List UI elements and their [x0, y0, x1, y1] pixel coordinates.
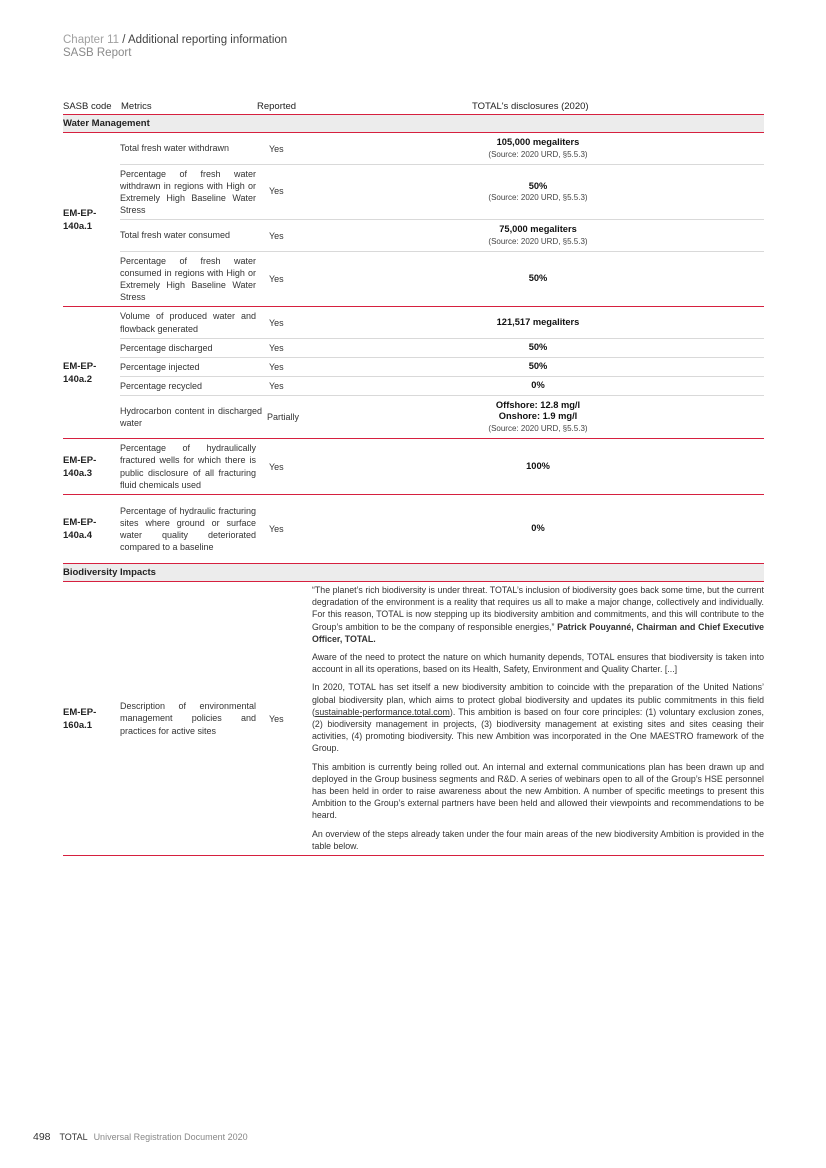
group-em-ep-140a2 — [63, 307, 764, 439]
reported: Yes — [269, 274, 284, 284]
table-row — [120, 495, 764, 563]
table-row — [120, 439, 764, 494]
chapter-number: Chapter 11 — [63, 34, 120, 46]
reported: Yes — [269, 524, 284, 534]
disclosure-value: 50% — [528, 361, 548, 372]
sustainability-link[interactable]: sustainable-performance.total.com — [314, 706, 450, 717]
group-em-ep-160a1 — [63, 582, 764, 856]
disclosure-value: 100% — [526, 460, 550, 471]
table-header — [63, 96, 764, 115]
reported: Yes — [269, 381, 284, 391]
disclosure — [312, 397, 764, 438]
col-metrics: Metrics — [121, 101, 152, 112]
table-row — [120, 582, 764, 855]
col-sasb-code: SASB code — [63, 101, 112, 112]
disclosure — [312, 178, 764, 207]
disclosure-value: 0% — [531, 380, 545, 391]
chapter-title: Additional reporting information — [128, 34, 288, 46]
disclosure-source: (Source: 2020 URD, §5.5.3) — [488, 423, 588, 433]
paragraph: An overview of the steps already taken under the four main areas of the new biodiversity Ambition is provided in the table below. — [312, 828, 764, 851]
quote-paragraph — [312, 584, 764, 645]
col-reported: Reported — [257, 101, 297, 112]
disclosure — [312, 221, 764, 250]
disclosure-value: Offshore: 12.8 mg/l — [495, 399, 581, 410]
disclosure-value: 50% — [528, 273, 548, 284]
metric: Total fresh water withdrawn — [120, 143, 230, 154]
page-number: 498 — [33, 1131, 51, 1143]
page-footer — [33, 1131, 248, 1143]
quote-attribution: Patrick Pouyanné, Chairman and Chief Executive Officer, TOTAL. — [312, 621, 764, 644]
disclosure — [312, 458, 764, 476]
disclosure — [312, 339, 764, 357]
disclosure — [312, 270, 764, 288]
table-row — [120, 339, 764, 358]
table-row — [120, 133, 764, 165]
metric: Description of environmental management policies and practices for active sites — [120, 701, 256, 736]
biodiversity-disclosure — [312, 582, 764, 855]
sasb-code: EM-EP-140a.1 — [63, 207, 97, 232]
disclosure-value: 105,000 megaliters — [496, 137, 580, 147]
disclosure-value: 0% — [531, 523, 545, 534]
metric: Hydrocarbon content in discharged water — [120, 405, 262, 428]
disclosure-value: 50% — [528, 180, 548, 191]
page-header — [63, 34, 287, 60]
sasb-code: EM-EP-140a.4 — [63, 517, 97, 541]
disclosure — [312, 134, 764, 163]
group-em-ep-140a4 — [63, 495, 764, 564]
reported: Yes — [269, 230, 284, 241]
paragraph: Aware of the need to protect the nature on which humanity depends, TOTAL ensures that biodiversity is taken into account in all its operations, based on its Health, Safety, Environment and Quality Charter. [...] — [312, 652, 764, 675]
metric: Percentage injected — [120, 361, 200, 372]
sasb-code: EM-EP-160a.1 — [63, 706, 97, 731]
disclosure-value-2: Onshore: 1.9 mg/l — [498, 411, 578, 422]
disclosure — [312, 377, 764, 395]
reported: Yes — [269, 143, 284, 154]
group-em-ep-140a3 — [63, 439, 764, 495]
table-row — [120, 252, 764, 306]
group-em-ep-140a1 — [63, 133, 764, 307]
metric: Percentage of fresh water consumed in regions with High or Extremely High Baseline Water Stress — [120, 255, 256, 303]
table-row — [120, 358, 764, 377]
document-title: Universal Registration Document 2020 — [93, 1132, 248, 1142]
paragraph — [312, 681, 764, 754]
disclosure-source: (Source: 2020 URD, §5.5.3) — [488, 193, 588, 202]
section-biodiversity-impacts: Biodiversity Impacts — [63, 564, 764, 582]
reported: Yes — [269, 317, 284, 328]
sasb-table — [63, 96, 764, 856]
disclosure-value: 50% — [528, 342, 548, 353]
disclosure — [312, 520, 764, 538]
disclosure-value: 75,000 megaliters — [499, 224, 577, 234]
paragraph-text: In 2020, TOTAL has set itself a new biodiversity ambition to coincide with the preparation of the United Nations’ global biodiversity plan, which aims to protect global biodiversity and updates its public commitments in this field ( — [312, 682, 764, 717]
table-row — [120, 396, 764, 438]
metric: Total fresh water consumed — [120, 230, 231, 241]
brand-name: TOTAL — [59, 1132, 88, 1142]
quote-text: “The planet’s rich biodiversity is under threat. TOTAL’s inclusion of biodiversity goes back some time, but the current degradation of the environment is a reality that requires us all to make a major change, collectively and individually. For this reason, TOTAL is now stepping up its biodiversity ambition and commitments, and this will contribute to the Group’s ambition to be the company of responsible energies,” — [312, 585, 764, 632]
sasb-code: EM-EP-140a.3 — [63, 454, 97, 479]
reported: Partially — [267, 412, 300, 422]
sasb-code: EM-EP-140a.2 — [63, 360, 97, 385]
col-disclosures: TOTAL's disclosures (2020) — [472, 101, 589, 112]
table-row — [120, 165, 764, 220]
disclosure-value: 121,517 megaliters — [496, 316, 580, 327]
metric: Percentage of hydraulic fracturing sites where ground or surface water quality deteriorated compared to a baseline — [120, 505, 256, 553]
reported: Yes — [269, 362, 284, 372]
disclosure — [312, 314, 764, 332]
disclosure-source: (Source: 2020 URD, §5.5.3) — [488, 236, 588, 246]
metric: Percentage of fresh water withdrawn in regions with High or Extremely High Baseline Water Stress — [120, 168, 256, 216]
table-row — [120, 220, 764, 252]
disclosure-source: (Source: 2020 URD, §5.5.3) — [488, 149, 588, 159]
section-subtitle: SASB Report — [63, 47, 132, 59]
reported: Yes — [269, 343, 284, 353]
metric: Percentage discharged — [120, 342, 213, 353]
paragraph-text: ). This ambition is based on four core principles: (1) voluntary exclusion zones, (2) biodiversity management in projects, (3) biodiversity management at existing sites and sites ceasing their activities, (4) promoting biodiversity. This new Ambition was incorporated in the One MAESTRO framework of the Group. — [312, 706, 764, 754]
section-water-management: Water Management — [63, 115, 764, 133]
reported: Yes — [269, 461, 284, 472]
paragraph: This ambition is currently being rolled out. An internal and external communications plan has been drawn up and deployed in the Group business segments and R&D. A series of webinars open to all of the Group’s HSE personnel has been held in order to raise awareness about the new Ambition. A number of specific meetings to present this Ambition to the Group’s external partners have been held and allowed their viewpoints and recommendations to be heard. — [312, 761, 764, 821]
disclosure — [312, 358, 764, 376]
metric: Volume of produced water and flowback generated — [120, 311, 256, 334]
reported: Yes — [269, 186, 284, 196]
metric: Percentage recycled — [120, 380, 203, 391]
reported: Yes — [269, 713, 284, 724]
header-separator: / — [119, 34, 128, 46]
table-row — [120, 307, 764, 339]
metric: Percentage of hydraulically fractured wells for which there is public disclosure of all fracturing fluid chemicals used — [120, 443, 256, 490]
table-row — [120, 377, 764, 396]
